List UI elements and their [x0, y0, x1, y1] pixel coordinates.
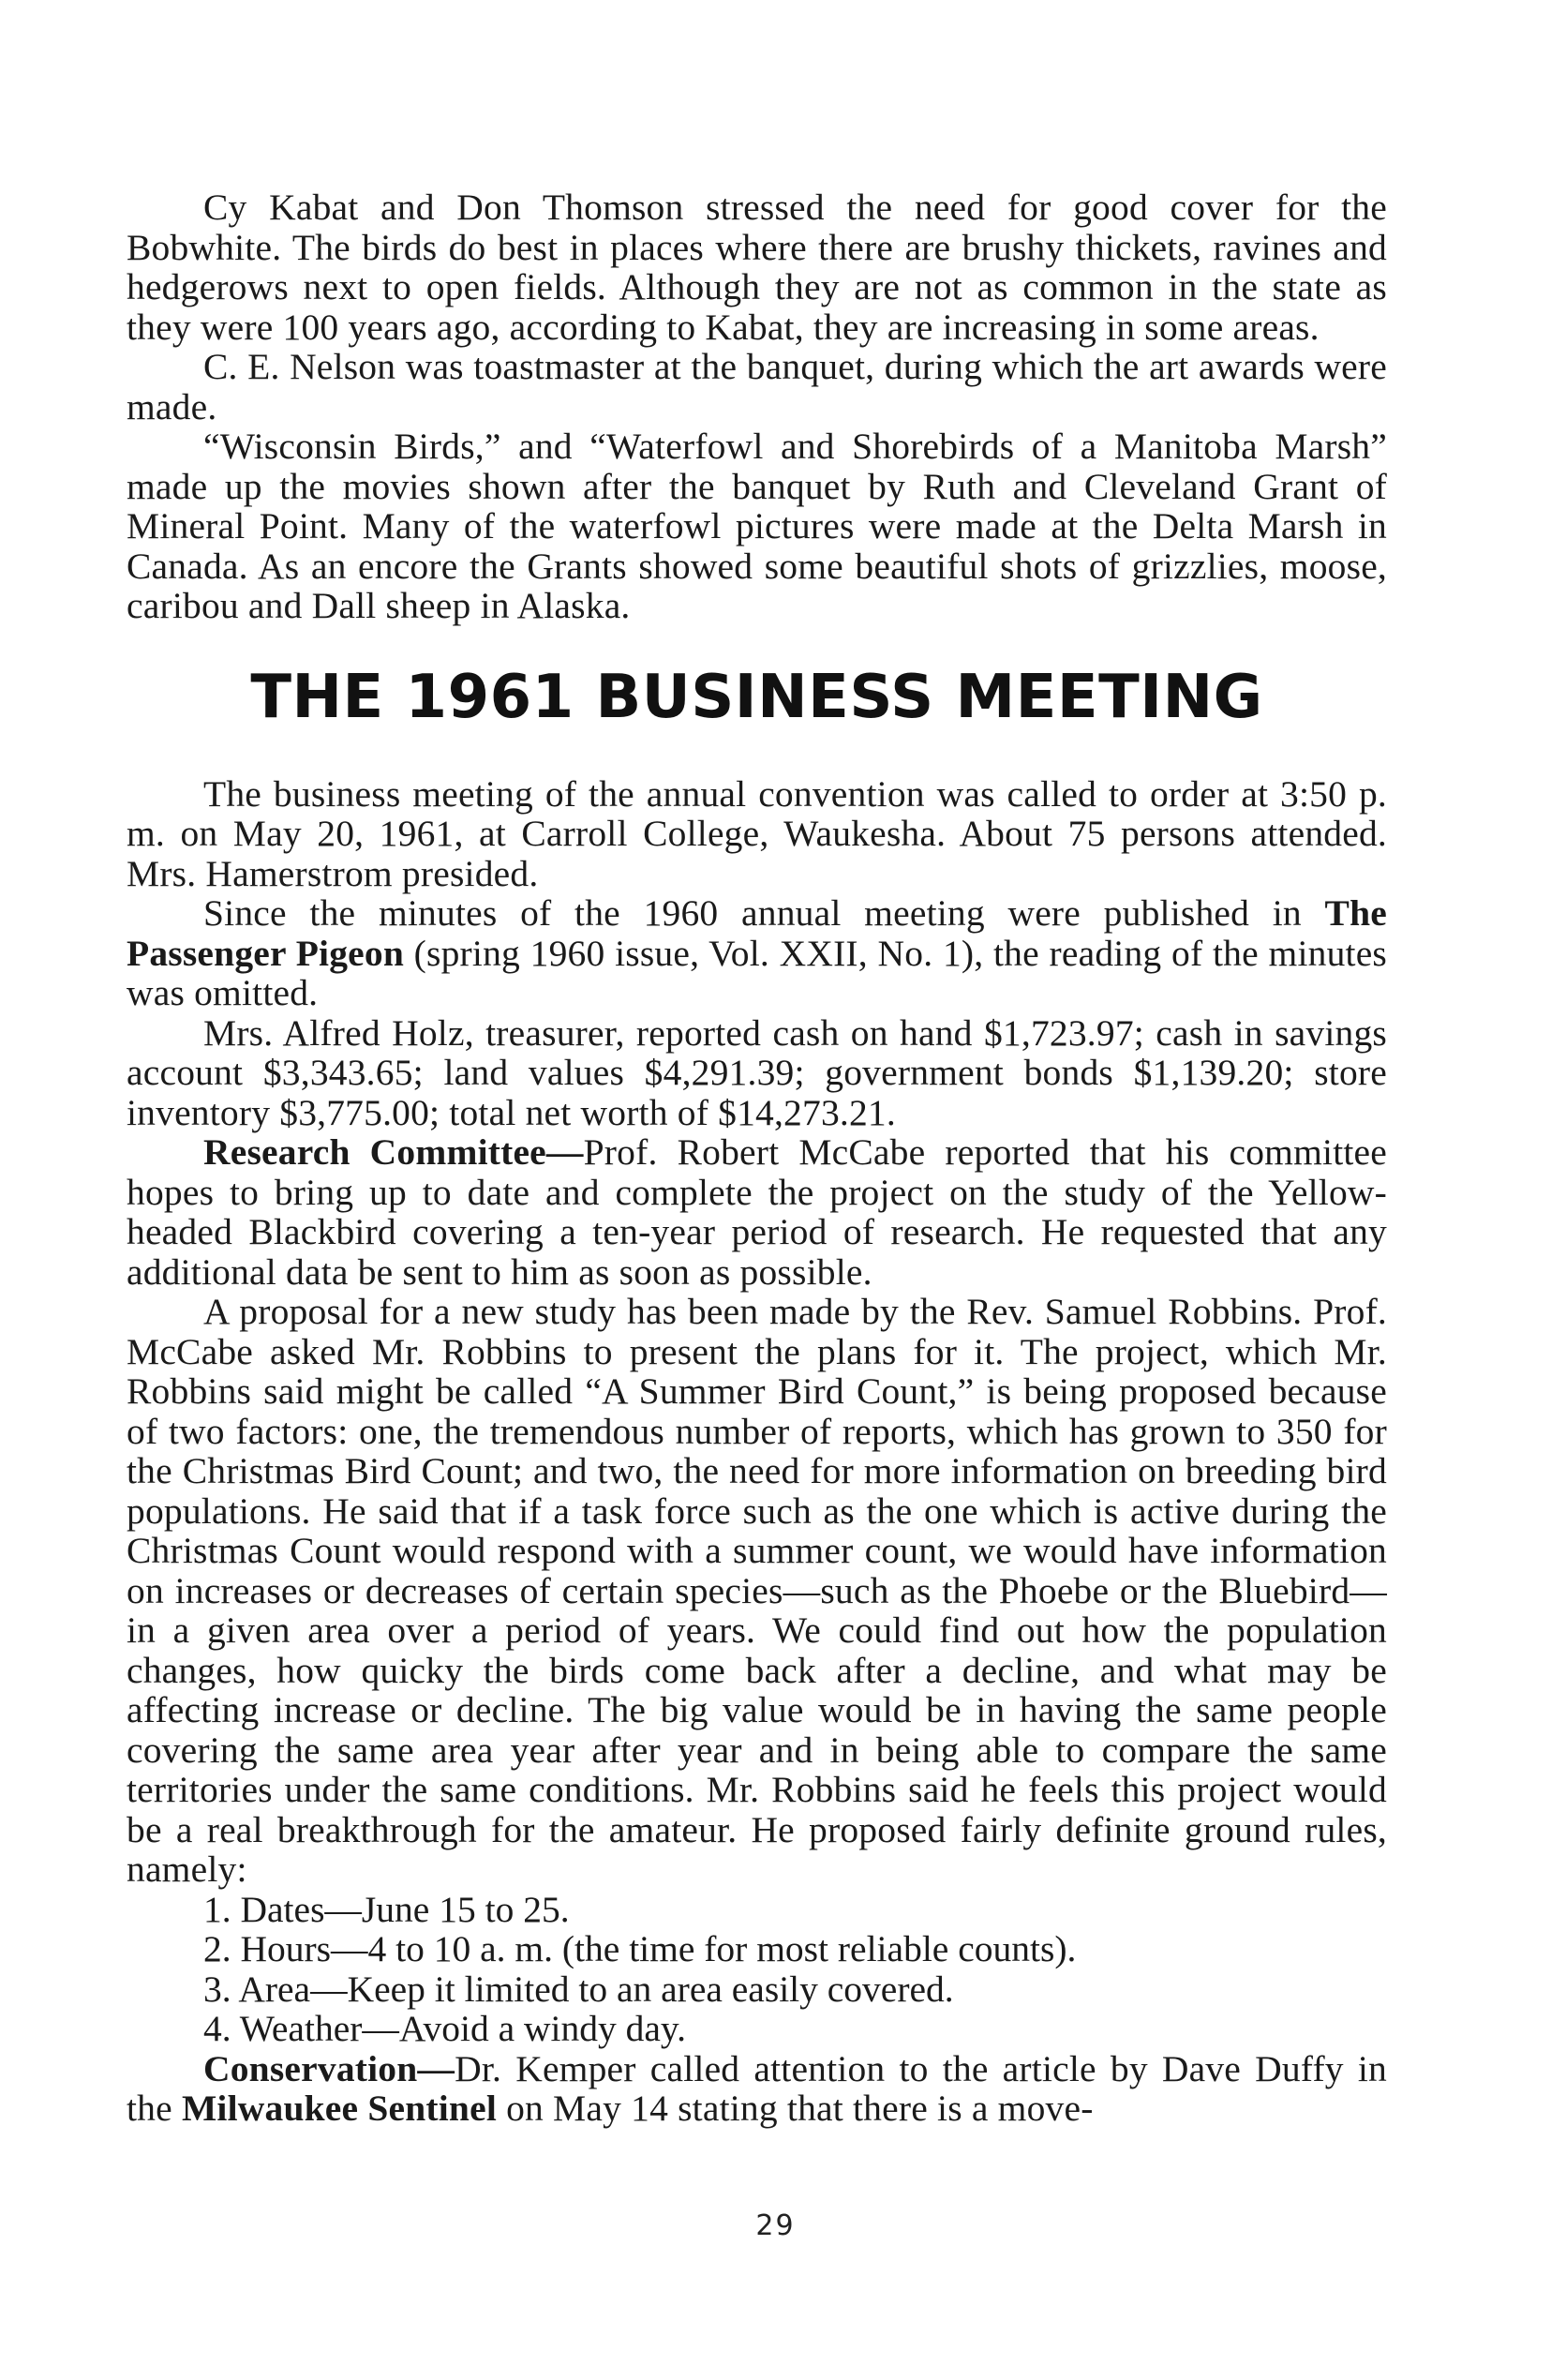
page-number: 29: [755, 2209, 796, 2242]
rule-item: 3. Area—Keep it limited to an area easily covered.: [203, 1968, 954, 2010]
treasurer-paragraph: Mrs. Alfred Holz, treasurer, reported cash on hand $1,723.97; cash in savings account $3,343.65; land values $4,291.39; government bonds $1,139.20; store inventory $3,775.00; total net worth of $14,273.21.: [127, 1011, 1387, 1133]
bobwhite-paragraph: Cy Kabat and Don Thomson stressed the need for good cover for the Bobwhite. The birds do best in places where there are brushy thickets, ravines and hedgerows next to open fields. Although they are not as common in the state as they were 100 years ago, according to Kabat, they are increasing in some areas.: [127, 187, 1387, 348]
research-committee-lead: Research Committee—: [203, 1131, 584, 1173]
rule-item: 2. Hours—4 to 10 a. m. (the time for most reliable counts).: [203, 1928, 1077, 1969]
minutes-text-before: Since the minutes of the 1960 annual meeting were published in: [203, 892, 1325, 934]
meeting-opening-paragraph: The business meeting of the annual convention was called to order at 3:50 p. m. on May 20, 1961, at Carroll College, Waukesha. About 75 persons attended. Mrs. Hamerstrom presided.: [127, 772, 1387, 894]
summer-bird-count-paragraph: A proposal for a new study has been made by the Rev. Samuel Robbins. Prof. McCabe asked Mr. Robbins to present the plans for it. The project, which Mr. Robbins said might be called “A Summer Bird Count,” is being proposed because of two factors: one, the tremendous number of reports, which has grown to 350 for the Christmas Bird Count; and two, the need for more information on breeding bird populations. He said that if a task force such as the one which is active during the Christmas Count would respond with a summer count, we would have information on increases or decreases of certain species—such as the Phoebe or the Bluebird—in a given area over a period of years. We could find out how the population changes, how quicky the birds come back after a decline, and what may be affecting increase or decline. The big value would be in having the same people covering the same area year after year and in being able to compare the same territories under the same conditions. Mr. Robbins said he feels this project would be a real breakthrough for the amateur. He proposed fairly definite ground rules, namely:: [127, 1291, 1387, 1890]
rule-item: 1. Dates—June 15 to 25.: [203, 1888, 570, 1930]
newspaper-title: Milwaukee Sentinel: [181, 2088, 497, 2129]
section-heading: THE 1961 BUSINESS MEETING: [250, 662, 1263, 732]
text-column: [127, 187, 1387, 2129]
journal-title: The Passenger Pigeon: [127, 892, 1387, 974]
minutes-paragraph: [127, 893, 1387, 1013]
rule-item: 4. Weather—Avoid a windy day.: [203, 2008, 686, 2049]
conservation-lead: Conservation—: [203, 2047, 455, 2089]
minutes-text-after: (spring 1960 issue, Vol. XXII, No. 1), the reading of the minutes was omitted.: [127, 932, 1387, 1013]
conservation-text-before: Dr. Kemper called attention to the article by Dave Duffy in the: [127, 2047, 1387, 2129]
movies-paragraph: “Wisconsin Birds,” and “Waterfowl and Shorebirds of a Manitoba Marsh” made up the movies shown after the banquet by Ruth and Cleveland Grant of Mineral Point. Many of the waterfowl pictures were made at the Delta Marsh in Canada. As an encore the Grants showed some beautiful shots of grizzlies, moose, caribou and Dall sheep in Alaska.: [127, 426, 1387, 626]
toastmaster-paragraph: C. E. Nelson was toastmaster at the banquet, during which the art awards were made.: [127, 346, 1387, 427]
research-committee-paragraph: [127, 1132, 1387, 1292]
research-committee-text: Prof. Robert McCabe reported that his committee hopes to bring up to date and complete the project on the study of the Yellow-headed Blackbird covering a ten-year period of research. He requested that any additional data be sent to him as soon as possible.: [127, 1131, 1388, 1293]
conservation-paragraph: [127, 2049, 1387, 2129]
conservation-text-after: on May 14 stating that there is a move-: [497, 2088, 1094, 2129]
